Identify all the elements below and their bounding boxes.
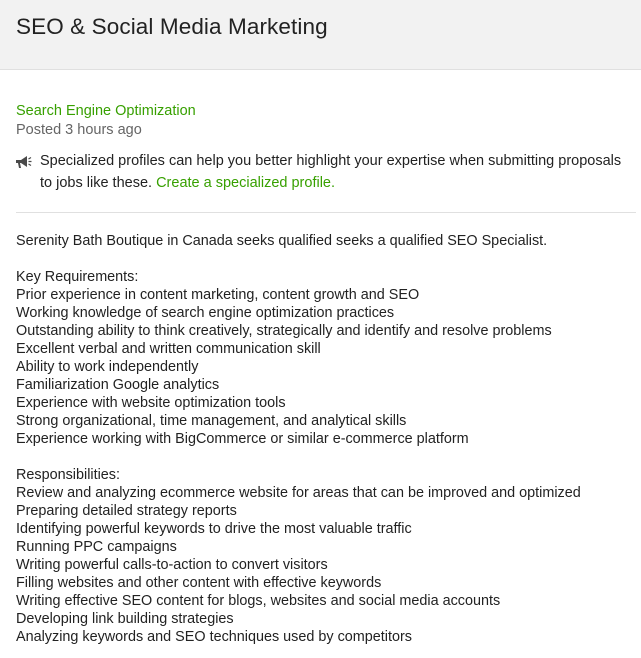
- job-description: [16, 232, 641, 646]
- spacer: [16, 448, 641, 466]
- requirement-item: Ability to work independently: [16, 359, 199, 375]
- responsibility-item: Running PPC campaigns: [16, 539, 177, 555]
- notice-message: Specialized profiles can help you better highlight your expertise when submitting proposals to jobs like these.: [40, 153, 622, 191]
- requirement-item: Outstanding ability to think creatively, strategically and identify and resolve problems: [16, 323, 552, 339]
- page-header: [0, 0, 641, 70]
- megaphone-icon: [14, 154, 32, 170]
- requirement-item: Experience working with BigCommerce or similar e-commerce platform: [16, 431, 469, 447]
- requirement-item: Familiarization Google analytics: [16, 377, 220, 393]
- page-title: SEO & Social Media Marketing: [16, 14, 328, 39]
- create-specialized-profile-link[interactable]: Create a specialized profile.: [156, 175, 336, 191]
- responsibility-item: Developing link building strategies: [16, 611, 234, 627]
- requirement-item: Strong organizational, time management, and analytical skills: [16, 413, 407, 429]
- description-intro: Serenity Bath Boutique in Canada seeks qualified seeks a qualified SEO Specialist.: [16, 233, 548, 249]
- requirement-item: Experience with website optimization tools: [16, 395, 286, 411]
- responsibility-item: Filling websites and other content with effective keywords: [16, 575, 382, 591]
- responsibility-item: Analyzing keywords and SEO techniques used by competitors: [16, 629, 412, 645]
- requirements-heading: Key Requirements:: [16, 269, 139, 285]
- responsibilities-heading: Responsibilities:: [16, 467, 120, 483]
- notice-text: [40, 150, 636, 194]
- divider: [16, 212, 636, 213]
- requirement-item: Working knowledge of search engine optimization practices: [16, 305, 395, 321]
- requirement-item: Prior experience in content marketing, content growth and SEO: [16, 287, 420, 303]
- responsibility-item: Review and analyzing ecommerce website for areas that can be improved and optimized: [16, 485, 581, 501]
- responsibility-item: Identifying powerful keywords to drive the most valuable traffic: [16, 521, 412, 537]
- responsibility-item: Preparing detailed strategy reports: [16, 503, 237, 519]
- job-category: Search Engine Optimization: [16, 103, 196, 119]
- posted-time: Posted 3 hours ago: [16, 122, 142, 138]
- responsibility-item: Writing powerful calls-to-action to convert visitors: [16, 557, 328, 573]
- requirement-item: Excellent verbal and written communication skill: [16, 341, 321, 357]
- responsibility-item: Writing effective SEO content for blogs, websites and social media accounts: [16, 593, 501, 609]
- spacer: [16, 250, 641, 268]
